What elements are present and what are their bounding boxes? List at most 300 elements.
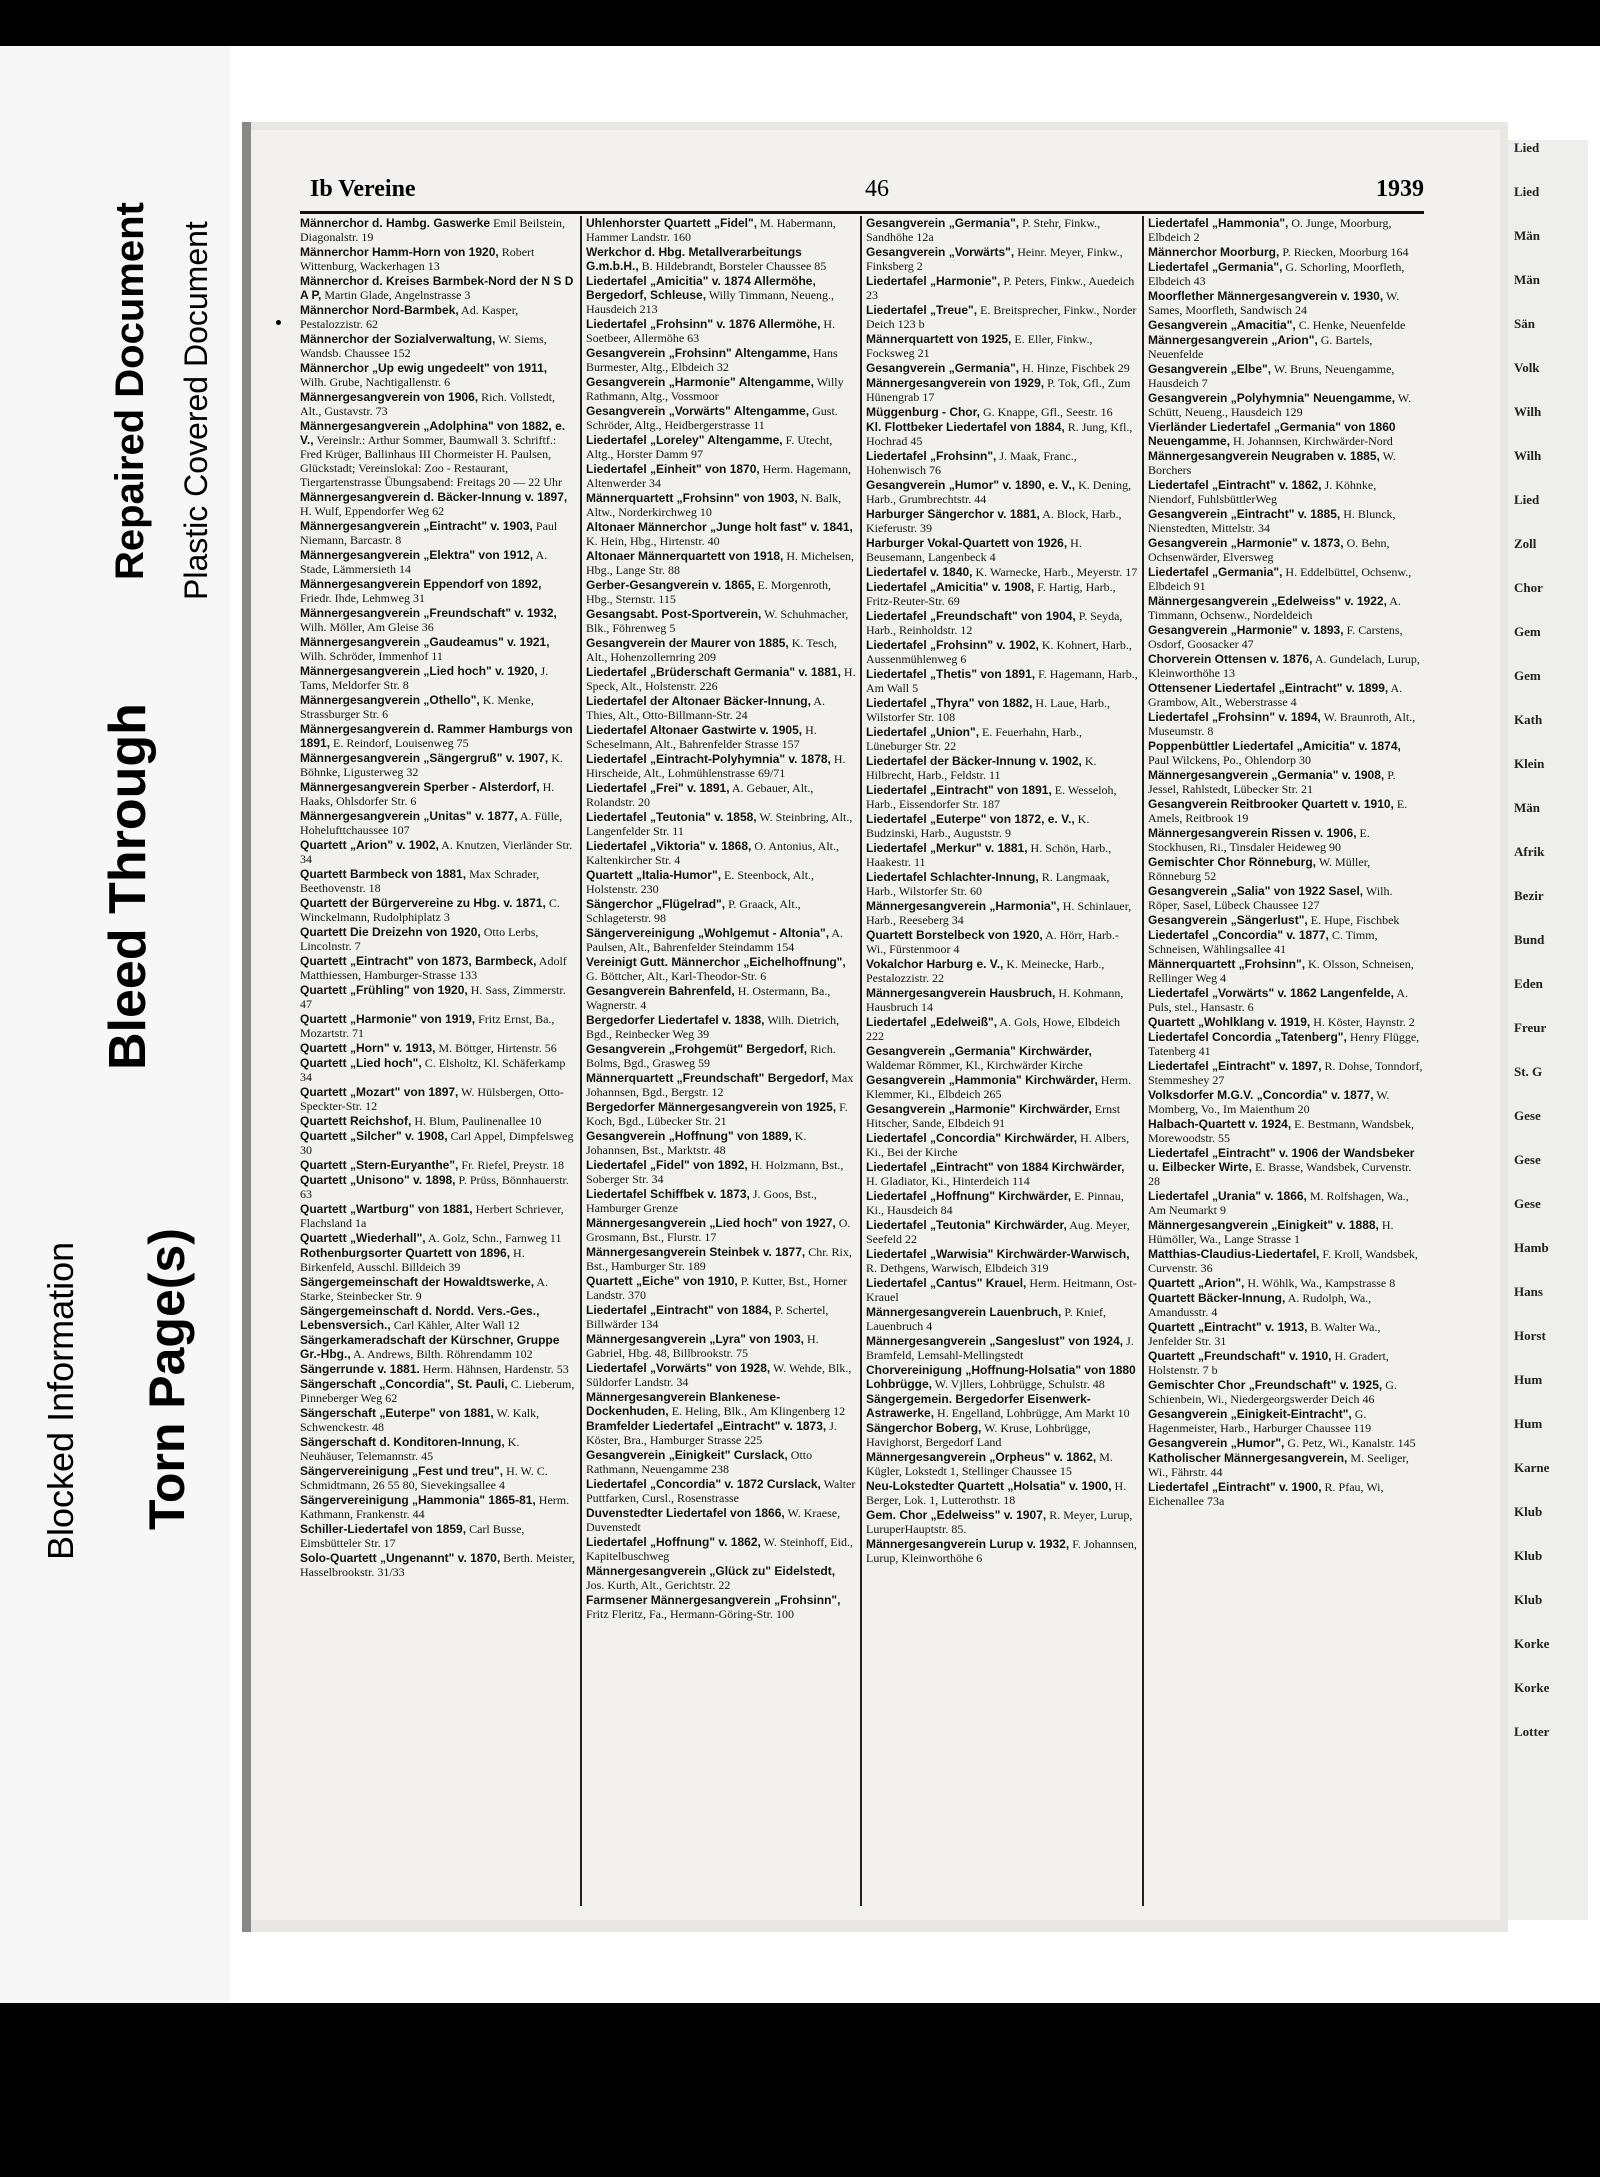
entry-name: Männergesangverein Lauenbruch, [866,1305,1062,1319]
entry-detail: H. Gladiator, Ki., Hinterdeich 114 [866,1174,1030,1188]
entry-name: Männerquartett von 1925, [866,332,1012,346]
entry-name: Quartett „Unisono" v. 1898, [300,1173,456,1187]
right-page-word: Gese [1514,1152,1541,1167]
directory-entry [300,1377,576,1405]
entry-detail: P. Schertel, Billwärder 134 [586,1303,829,1331]
directory-entry [300,1114,576,1128]
entry-detail: K. Tesch, Alt., Hohenzollernring 209 [586,636,838,664]
entry-detail: F. Hagemann, Harb., Am Wall 5 [866,667,1138,695]
entry-detail: K. Hilbrecht, Harb., Feldstr. 11 [866,754,1097,782]
entry-name: Männergesangverein „Arion", [1148,333,1318,347]
entry-name: Liedertafel „Germania", [1148,565,1283,579]
entry-name: Vierländer Liedertafel „Germania" von 1860 Neuengamme, [1148,420,1396,448]
entry-detail: W. Bruns, Neuengamme, Hausdeich 7 [1148,362,1395,390]
directory-entry [1148,362,1424,390]
entry-name: Gemischter Chor „Freundschaft" v. 1925, [1148,1378,1383,1392]
entry-name: Gesangverein „Humor" v. 1890, e. V., [866,478,1076,492]
directory-entry [1148,333,1424,361]
entry-name: Liedertafel Schlachter-Innung, [866,870,1039,884]
directory-entry [300,216,576,244]
entry-detail: M. Böttger, Hirtenstr. 56 [435,1041,557,1055]
entry-name: Liedertafel „Thetis" von 1891, [866,667,1036,681]
entry-detail: H. Haaks, Ohlsdorfer Str. 6 [300,780,555,808]
directory-entry [300,1202,576,1230]
entry-name: Liedertafel „Amicitia" v. 1908, [866,580,1035,594]
entry-name: Gesangverein Bahrenfeld, [586,984,735,998]
entry-detail: K. Meinecke, Harb., Pestalozzistr. 22 [866,957,1105,985]
entry-detail: H. Scheselmann, Alt., Bahrenfelder Strasse 157 [586,723,817,751]
directory-entry [586,462,856,490]
directory-entry [866,1218,1138,1246]
entry-name: Männergesangverein „Elektra" von 1912, [300,548,534,562]
entry-detail: Aug. Meyer, Seefeld 22 [866,1218,1130,1246]
entry-name: Liedertafel „Frohsinn" v. 1894, [1148,710,1321,724]
directory-entry [866,216,1138,244]
entry-detail: K. Warnecke, Harb., Meyerstr. 17 [972,565,1138,579]
entry-detail: R. Meyer, Lurup, LuruperHauptstr. 85. [866,1508,1133,1536]
directory-entry [300,954,576,982]
entry-name: Liedertafel „Warwisia" Kirchwärder-Warwisch, [866,1247,1130,1261]
entry-detail: Walter Puttfarken, Cursl., Rosenstrasse [586,1477,856,1505]
directory-entry [586,346,856,374]
entry-detail: Herm. Hagemann, Altenwerder 34 [586,462,852,490]
directory-entry [1148,1146,1424,1188]
directory-entry [1148,391,1424,419]
entry-name: Gesangverein „Humor", [1148,1436,1285,1450]
directory-entry [866,420,1138,448]
entry-detail: H. Johannsen, Kirchwärder-Nord [1230,434,1393,448]
right-page-word: Klub [1514,1548,1543,1563]
entry-detail: Paul Wilckens, Po., Ohlendorp 30 [1148,753,1311,767]
directory-entry [586,810,856,838]
entry-detail: G. Bartels, Neuenfelde [1148,333,1373,361]
entry-detail: Martin Glade, Angelnstrasse 3 [321,288,471,302]
directory-entry [866,1508,1138,1536]
entry-name: Liedertafel der Bäcker-Innung v. 1902, [866,754,1082,768]
directory-entry [300,1231,576,1245]
directory-entry [1148,507,1424,535]
column-4 [1148,216,1424,1906]
entry-detail: A. Gebauer, Alt., Rolandstr. 20 [586,781,814,809]
directory-entry [586,375,856,403]
right-page-word: Män [1514,800,1540,815]
entry-name: Katholischer Männergesangverein, [1148,1451,1348,1465]
entry-detail: M. Kügler, Lokstedt 1, Stellinger Chaussee 15 [866,1450,1113,1478]
entry-name: Gesangverein „Harmonie" v. 1893, [1148,623,1344,637]
directory-entry [866,245,1138,273]
entry-name: Poppenbüttler Liedertafel „Amicitia" v. 1874, [1148,739,1401,753]
entry-detail: Heinr. Meyer, Finkw., Finksberg 2 [866,245,1123,273]
entry-name: Männerchor Nord-Barmbek, [300,303,459,317]
entry-name: Männergesangverein „Orpheus" v. 1862, [866,1450,1097,1464]
entry-name: Gesangverein „Einigkeit" Curslack, [586,1448,788,1462]
directory-entry [1148,1030,1424,1058]
entry-detail: A. Rudolph, Wa., Amandusstr. 4 [1148,1291,1372,1319]
right-page-word: Hamb [1514,1240,1549,1255]
section-heading: Ib Vereine [310,176,416,202]
entry-detail: A. Grambow, Alt., Weberstrasse 4 [1148,681,1403,709]
entry-detail: A. Gols, Howe, Elbdeich 222 [866,1015,1121,1043]
stamp-torn-pages: Torn Page(s) [139,1228,195,1530]
entry-name: Liedertafel „Eintracht-Polyhymnia" v. 1878, [586,752,831,766]
entry-name: Liedertafel „Hoffnung" v. 1862, [586,1535,761,1549]
directory-entry [1148,681,1424,709]
directory-entry [1148,739,1424,767]
entry-name: Sängervereinigung „Fest und treu", [300,1464,504,1478]
entry-name: Quartett „Wiederhall", [300,1231,426,1245]
directory-entry [586,1477,856,1505]
entry-name: Liedertafel „Germania", [1148,260,1283,274]
entry-name: Gesangverein „Hammonia" Kirchwärder, [866,1073,1098,1087]
entry-name: Gesangverein „Germania" Kirchwärder, [866,1044,1092,1058]
directory-entry [300,1493,576,1521]
entry-detail: Robert Wittenburg, Wackerhagen 13 [300,245,535,273]
entry-detail: E. Wesseloh, Harb., Eissendorfer Str. 187 [866,783,1117,811]
entry-detail: W. Steinhoff, Eid., Kapitelbuschweg [586,1535,853,1563]
right-page-word: Wilh [1514,404,1542,419]
right-page-word: Eden [1514,976,1543,991]
entry-detail: H. Sass, Zimmerstr. 47 [300,983,566,1011]
entry-name: Neu-Lokstedter Quartett „Holsatia" v. 1900, [866,1479,1112,1493]
directory-entry [1148,1117,1424,1145]
directory-entry [586,868,856,896]
right-page-word: Hum [1514,1372,1543,1387]
directory-entry [586,607,856,635]
entry-detail: M. Habermann, Hammer Landstr. 160 [586,216,836,244]
entry-name: Chorverein Ottensen v. 1876, [1148,652,1313,666]
directory-entry [586,1100,856,1128]
entry-detail: E. Amels, Reitbrook 19 [1148,797,1408,825]
directory-entry [1148,216,1424,244]
directory-entry [300,1275,576,1303]
directory-entry [300,1173,576,1201]
right-page-word: Zoll [1514,536,1537,551]
entry-name: Quartett „Wartburg" von 1881, [300,1202,473,1216]
entry-detail: G. Knappe, Gfl., Seestr. 16 [979,405,1113,419]
entry-name: Altonaer Männerquartett von 1918, [586,549,784,563]
directory-entry [866,957,1138,985]
entry-detail: H. Schön, Harb., Haakestr. 11 [866,841,1112,869]
entry-name: Liedertafel „Urania" v. 1866, [1148,1189,1307,1203]
directory-entry [866,1189,1138,1217]
entry-name: Männergesangverein „Othello", [300,693,480,707]
entry-name: Gesangverein „Einigkeit-Eintracht", [1148,1407,1352,1421]
directory-entry [586,317,856,345]
directory-entry [586,1506,856,1534]
directory-entry [300,490,576,518]
directory-entry [866,332,1138,360]
entry-name: Gesangverein Reitbrooker Quartett v. 1910, [1148,797,1394,811]
entry-name: Männergesangverein „Germania" v. 1908, [1148,768,1385,782]
entry-detail: G. Böttcher, Alt., Karl-Theodor-Str. 6 [586,969,767,983]
right-page-word: Män [1514,272,1540,287]
directory-entry [1148,1320,1424,1348]
right-page-word: Gese [1514,1108,1541,1123]
entry-name: Moorflether Männergesangverein v. 1930, [1148,289,1384,303]
page-left-edge [242,122,251,1932]
entry-detail: A. Starke, Steinbecker Str. 9 [300,1275,549,1303]
directory-entry [586,1042,856,1070]
directory-entry [866,1479,1138,1507]
right-page-word: Gese [1514,1196,1541,1211]
entry-detail: K. Hein, Hbg., Hirtenstr. 40 [586,534,720,548]
entry-detail: E. Stockhusen, Ri., Tinsdaler Heideweg 90 [1148,826,1370,854]
directory-entry [866,1334,1138,1362]
directory-entry [866,638,1138,666]
entry-detail: Carl Kähler, Alter Wall 12 [390,1318,520,1332]
column-divider [580,216,582,1906]
directory-entry [586,897,856,925]
entry-name: Männergesangverein „Glück zu" Eidelstedt, [586,1564,836,1578]
entry-name: Quartett „Horn" v. 1913, [300,1041,436,1055]
column-divider [860,216,862,1906]
entry-detail: Otto Rathmann, Neuengamme 238 [586,1448,813,1476]
directory-entry [300,361,576,389]
entry-name: Männergesangverein „Gaudeamus" v. 1921, [300,635,550,649]
entry-detail: Paul Niemann, Barcastr. 8 [300,519,558,547]
entry-name: Sängerchor „Flügelrad", [586,897,726,911]
directory-entry [300,1041,576,1055]
entry-detail: Fritz Fleritz, Fa., Hermann-Göring-Str. 100 [586,1607,794,1621]
entry-detail: C. Henke, Neuenfelde [1295,318,1406,332]
directory-entry [1148,420,1424,448]
entry-name: Quartett „Lied hoch", [300,1056,422,1070]
entry-name: Vokalchor Harburg e. V., [866,957,1004,971]
entry-detail: Willy Timmann, Neueng., Hausdeich 213 [586,288,835,316]
entry-detail: W. Braunroth, Alt., Museumstr. 8 [1148,710,1416,738]
right-page-word: Män [1514,228,1540,243]
entry-detail: H. Laue, Harb., Wilstorfer Str. 108 [866,696,1111,724]
entry-detail: H. Engelland, Lohbrügge, Am Markt 10 [934,1406,1130,1420]
entry-detail: H. Michelsen, Hbg., Lange Str. 88 [586,549,855,577]
entry-detail: E. Eller, Finkw., Focksweg 21 [866,332,1093,360]
entry-name: Liedertafel der Altonaer Bäcker-Innung, [586,694,811,708]
stamp-plastic-covered: Plastic Covered Document [178,221,214,600]
directory-entry [586,1593,856,1621]
entry-name: Liedertafel „Frohsinn", [866,449,997,463]
entry-name: Sängervereinigung „Wohlgemut - Altonia", [586,926,830,940]
stamp-blocked-information: Blocked Information [40,1241,81,1560]
entry-name: Werkchor d. Hbg. Metallverarbeitungs G.m.b.H., [586,245,802,273]
entry-detail: Gust. Schröder, Altg., Heidbergerstrasse 11 [586,404,838,432]
entry-detail: H. Wöhlk, Wa., Kampstrasse 8 [1244,1276,1396,1290]
directory-entry [586,404,856,432]
entry-name: Männerquartett „Frohsinn", [1148,957,1306,971]
entry-name: Liedertafel „Merkur" v. 1881, [866,841,1028,855]
entry-name: Liedertafel „Hoffnung" Kirchwärder, [866,1189,1072,1203]
entry-name: Männergesangverein Neugraben v. 1885, [1148,449,1380,463]
entry-detail: B. Walter Wa., Jenfelder Str. 31 [1148,1320,1381,1348]
entry-detail: P. Kutter, Bst., Horner Landstr. 370 [586,1274,848,1302]
directory-entry [1148,1480,1424,1508]
directory-entry [1148,623,1424,651]
entry-name: Sängergemeinschaft d. Nordd. Vers.-Ges., Lebensversich., [300,1304,540,1332]
directory-entry [1148,260,1424,288]
directory-entry [1148,913,1424,927]
directory-entry [866,507,1138,535]
right-page-word: Wilh [1514,448,1542,463]
entry-detail: Herm. Kathmann, Frankenstr. 44 [300,1493,570,1521]
entry-name: Quartett „Eiche" von 1910, [586,1274,738,1288]
directory-entry [586,1129,856,1157]
entry-name: Sängerkameradschaft der Kürschner, Gruppe Gr.-Hbg., [300,1333,560,1361]
right-page-word: Bund [1514,932,1545,947]
entry-name: Gesangverein „Frohsinn" Altengamme, [586,346,810,360]
entry-name: Quartett „Arion", [1148,1276,1245,1290]
entry-detail: Jos. Kurth, Alt., Gerichtstr. 22 [586,1578,731,1592]
directory-entry [1148,1276,1424,1290]
directory-entry [586,1419,856,1447]
entry-detail: C. Winckelmann, Rudolphiplatz 3 [300,896,560,924]
directory-entry [1148,1291,1424,1319]
directory-entry [1148,1059,1424,1087]
directory-entry [866,565,1138,579]
directory-entry [586,216,856,244]
directory-entry [1148,245,1424,259]
directory-entry [1148,957,1424,985]
entry-name: Gesangverein „Harmonie" Altengamme, [586,375,814,389]
directory-entry [866,1160,1138,1188]
entry-name: Rothenburgsorter Quartett von 1896, [300,1246,511,1260]
right-page-word: Sän [1514,316,1535,331]
directory-entry [586,491,856,519]
directory-entry [300,983,576,1011]
entry-detail: Carl Appel, Dimpfelsweg 30 [300,1129,574,1157]
entry-name: Männergesangverein „Einigkeit" v. 1888, [1148,1218,1379,1232]
entry-detail: H. Blum, Paulinenallee 10 [411,1114,542,1128]
directory-entry [300,693,576,721]
entry-detail: Hans Burmester, Altg., Elbdeich 32 [586,346,838,374]
entry-detail: R. Dohse, Tonndorf, Stemmeshey 27 [1148,1059,1423,1087]
entry-name: Quartett „Silcher" v. 1908, [300,1129,448,1143]
entry-name: Gesangverein „Eintracht" v. 1885, [1148,507,1341,521]
entry-detail: Herm. Hähnsen, Hardenstr. 53 [419,1362,569,1376]
directory-entry [1148,1407,1424,1435]
entry-detail: M. Rolfshagen, Wa., Am Neumarkt 9 [1148,1189,1409,1217]
entry-detail: K. Neuhäuser, Telemannstr. 45 [300,1435,520,1463]
entry-detail: P. Tok, Gfl., Zum Hünengrab 17 [866,376,1131,404]
right-page-word: Klub [1514,1504,1543,1519]
directory-entry [586,752,856,780]
entry-name: Liedertafel „Eintracht" von 1884, [586,1303,772,1317]
directory-entry [300,1246,576,1274]
directory-entry [1148,928,1424,956]
directory-entry [1148,449,1424,477]
directory-entry [1148,318,1424,332]
entry-detail: Fr. Riefel, Preystr. 18 [458,1158,565,1172]
directory-entry [586,1274,856,1302]
entry-name: Sängerrunde v. 1881. [300,1362,420,1376]
directory-entry [866,1247,1138,1275]
entry-detail: J. Goos, Bst., Hamburger Grenze [586,1187,817,1215]
entry-detail: P. Jessel, Rahlstedt, Lübecker Str. 21 [1148,768,1396,796]
directory-entry [1148,768,1424,796]
entry-detail: E. Heling, Blk., Am Klingenberg 12 [668,1404,846,1418]
directory-entry [866,1363,1138,1391]
directory-entry [1148,1436,1424,1450]
directory-entry [586,274,856,316]
entry-detail: E. Steenbock, Alt., Holstenstr. 230 [586,868,815,896]
entry-detail: C. Elsholtz, Kl. Schäferkamp 34 [300,1056,566,1084]
directory-entry [866,376,1138,404]
directory-entry [300,722,576,750]
entry-detail: Ad. Kasper, Pestalozzistr. 62 [300,303,519,331]
right-page-word: Karne [1514,1460,1550,1475]
entry-name: Liedertafel „Eintracht" v. 1897, [1148,1059,1322,1073]
entry-name: Sängerschaft „Concordia", St. Pauli, [300,1377,508,1391]
directory-entry [300,867,576,895]
entry-name: Vereinigt Gutt. Männerchor „Eichelhoffnung", [586,955,846,969]
entry-name: Gesangverein „Harmonie" v. 1873, [1148,536,1344,550]
right-page-word: Lied [1514,492,1540,507]
entry-detail: Berth. Meister, Hasselbrookstr. 31/33 [300,1551,576,1579]
entry-name: Quartett „Arion" v. 1902, [300,838,439,852]
entry-detail: Ernst Hitscher, Sande, Elbdeich 91 [866,1102,1121,1130]
directory-entry [1148,565,1424,593]
directory-entry [1148,594,1424,622]
entry-detail: W. Vjllers, Lohbrügge, Schulstr. 48 [932,1377,1105,1391]
directory-entry [1148,826,1424,854]
entry-detail: P. Graack, Alt., Schlageterstr. 98 [586,897,801,925]
directory-entry [866,1450,1138,1478]
entry-detail: Rich. Bolms, Bgd., Grasweg 59 [586,1042,836,1070]
directory-entry [586,926,856,954]
entry-name: Quartett Reichshof, [300,1114,412,1128]
entry-name: Liedertafel „Cantus" Krauel, [866,1276,1027,1290]
directory-entry [1148,1015,1424,1029]
entry-name: Liedertafel „Hammonia", [1148,216,1289,230]
entry-name: Männerchor „Up ewig ungedeelt" von 1911, [300,361,548,375]
directory-entry [1148,1088,1424,1116]
entry-name: Liedertafel „Concordia" v. 1877, [1148,928,1329,942]
directory-entry [300,1158,576,1172]
entry-name: Liedertafel „Concordia" Kirchwärder, [866,1131,1078,1145]
entry-detail: J. Tams, Meldorfer Str. 8 [300,664,549,692]
entry-detail: Emil Beilstein, Diagonalstr. 19 [300,216,566,244]
entry-detail: E. Reindorf, Louisenweg 75 [330,736,469,750]
directory-entry [586,578,856,606]
directory-entry [586,520,856,548]
entry-name: Volksdorfer M.G.V. „Concordia" v. 1877, [1148,1088,1374,1102]
entry-detail: H. Hinze, Fischbek 29 [1019,361,1130,375]
entry-detail: W. Siems, Wandsb. Chaussee 152 [300,332,547,360]
entry-detail: H. Hümöller, Wa., Lange Strasse 1 [1148,1218,1394,1246]
entry-name: Schiller-Liedertafel von 1859, [300,1522,467,1536]
year: 1939 [1376,176,1424,202]
entry-detail: W. Kalk, Schwenckestr. 48 [300,1406,540,1434]
directory-entry [586,1216,856,1244]
entry-name: Liedertafel „Frohsinn" v. 1876 Allermöhe, [586,317,821,331]
entry-detail: W. Kraese, Duvenstedt [586,1506,841,1534]
entry-name: Männergesangverein Sperber - Alsterdorf, [300,780,540,794]
entry-name: Männergesangverein „Lyra" von 1903, [586,1332,804,1346]
entry-name: Quartett „Eintracht" v. 1913, [1148,1320,1308,1334]
entry-name: Männergesangverein „Edelweiss" v. 1922, [1148,594,1387,608]
entry-name: Bergedorfer Liedertafel v. 1838, [586,1013,765,1027]
entry-detail: A. Block, Harb., Kieferustr. 39 [866,507,1122,535]
entry-detail: H. Wulf, Eppendorfer Weg 62 [300,504,445,518]
directory-entry [300,303,576,331]
entry-detail: K. Kohnert, Harb., Aussenmühlenweg 6 [866,638,1132,666]
directory-entry [586,1361,856,1389]
directory-entry [1148,710,1424,738]
entry-name: Männergesangverein Eppendorf von 1892, [300,577,542,591]
entry-name: Gerber-Gesangverein v. 1865, [586,578,755,592]
directory-entry [300,1435,576,1463]
entry-detail: E. Pinnau, Ki., Hausdeich 84 [866,1189,1124,1217]
directory-entry [1148,884,1424,912]
right-page-word: Klub [1514,1592,1543,1607]
